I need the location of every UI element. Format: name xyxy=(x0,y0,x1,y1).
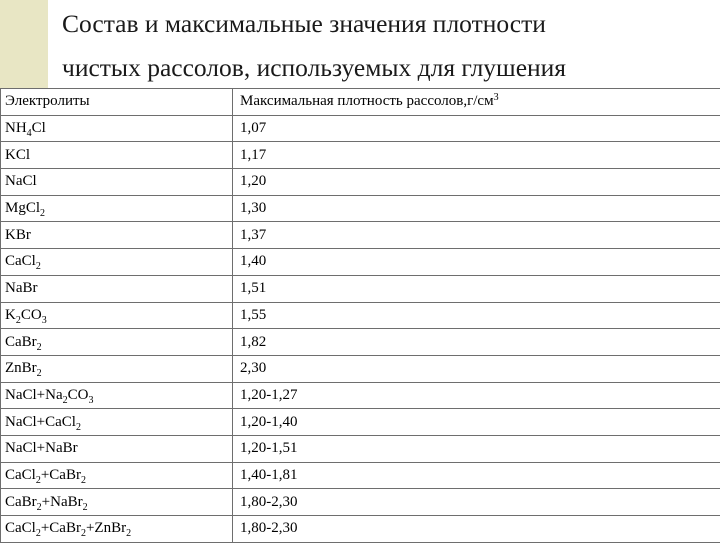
density-cell: 1,17 xyxy=(233,142,720,169)
density-cell: 1,40 xyxy=(233,249,720,276)
title-line-1: Состав и максимальные значения плотности xyxy=(62,2,566,46)
table-row xyxy=(1,195,720,222)
density-cell: 1,55 xyxy=(233,302,720,329)
density-cell: 1,20 xyxy=(233,169,720,196)
table-row xyxy=(1,275,720,302)
density-cell: 1,37 xyxy=(233,222,720,249)
electrolyte-cell: CaCl$_2$+CaBr$_2$+ZnBr$_2$ xyxy=(1,516,233,543)
table-row xyxy=(1,489,720,516)
electrolyte-cell: ZnBr$_2$ xyxy=(1,355,233,382)
table-row xyxy=(1,355,720,382)
table-row xyxy=(1,516,720,543)
density-cell: 1,40-1,81 xyxy=(233,462,720,489)
density-cell: 1,07 xyxy=(233,115,720,142)
electrolyte-cell: NaBr xyxy=(1,275,233,302)
header-max-density: Максимальная плотность $рассолов,г/см^3$ xyxy=(233,89,720,116)
density-table-body xyxy=(1,89,720,543)
density-cell: 1,20-1,40 xyxy=(233,409,720,436)
table-row xyxy=(1,382,720,409)
table-row xyxy=(1,115,720,142)
density-cell: 1,80-2,30 xyxy=(233,516,720,543)
electrolyte-cell: CaCl$_2$ xyxy=(1,249,233,276)
header-electrolytes: Электролиты xyxy=(1,89,233,116)
density-cell: 1,51 xyxy=(233,275,720,302)
electrolyte-cell: NaCl+NaBr xyxy=(1,435,233,462)
density-cell: 2,30 xyxy=(233,355,720,382)
table-row xyxy=(1,462,720,489)
table-row xyxy=(1,302,720,329)
table-row xyxy=(1,222,720,249)
title-line-2: чистых рассолов, используемых для глушения xyxy=(62,46,566,90)
electrolyte-cell: CaCl$_2$+CaBr$_2$ xyxy=(1,462,233,489)
electrolyte-cell: MgCl$_2$ xyxy=(1,195,233,222)
electrolyte-cell: $NH_4Cl$ xyxy=(1,115,233,142)
electrolyte-cell: KBr xyxy=(1,222,233,249)
electrolyte-cell: $K_2CO_3$ xyxy=(1,302,233,329)
table-row xyxy=(1,329,720,356)
density-cell: 1,80-2,30 xyxy=(233,489,720,516)
title-band xyxy=(0,0,720,88)
table-row xyxy=(1,142,720,169)
density-table xyxy=(0,88,720,543)
density-cell: 1,30 xyxy=(233,195,720,222)
table-header-row xyxy=(1,89,720,116)
table-row xyxy=(1,249,720,276)
electrolyte-cell: $NaCl+Na_2CO_3$ xyxy=(1,382,233,409)
table-row xyxy=(1,169,720,196)
electrolyte-cell: NaCl xyxy=(1,169,233,196)
electrolyte-cell: NaCl+CaCl$_2$ xyxy=(1,409,233,436)
table-row xyxy=(1,409,720,436)
accent-bar xyxy=(0,0,48,88)
page-title xyxy=(62,2,566,90)
density-cell: 1,82 xyxy=(233,329,720,356)
electrolyte-cell: KCl xyxy=(1,142,233,169)
table-row xyxy=(1,435,720,462)
density-cell: 1,20-1,51 xyxy=(233,435,720,462)
electrolyte-cell: CaBr$_2$ xyxy=(1,329,233,356)
density-cell: 1,20-1,27 xyxy=(233,382,720,409)
electrolyte-cell: CaBr$_2$+NaBr$_2$ xyxy=(1,489,233,516)
